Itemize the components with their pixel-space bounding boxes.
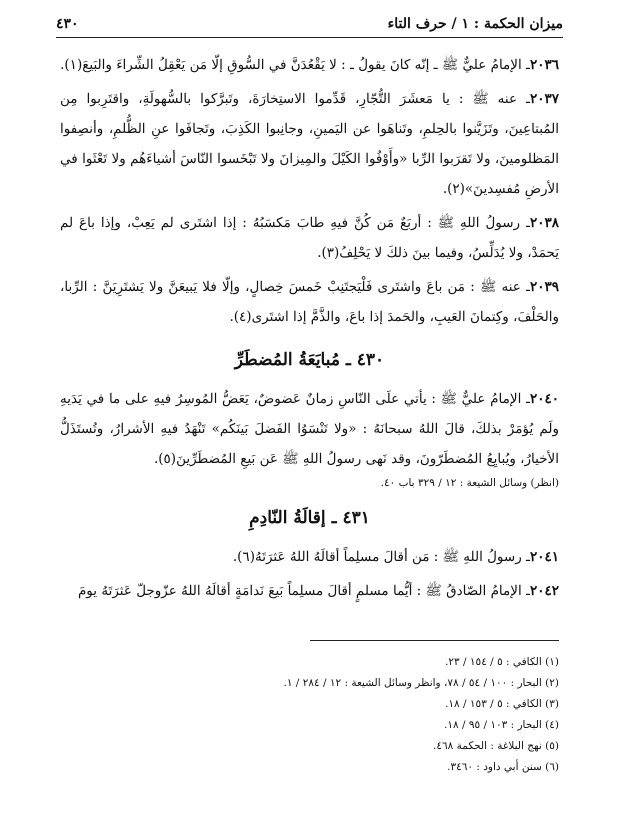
hadith-number: ٢٠٣٨: [529, 215, 559, 231]
footnote: (٣) الكافي : ٥ / ١٥٣ / ١٨.: [445, 698, 559, 710]
hadith-paragraph: [60, 50, 559, 80]
footnote: (٤) البحار : ١٠٣ / ٩٥ / ١٨.: [444, 719, 559, 731]
section-heading: ٤٣١ ـ إقالَةُ النّادِمِ: [249, 508, 370, 528]
hadith-text: ـ الإمامُ عليٌّ ﷺ : يأتي علَى النّاسِ زمانٌ عَضوضٌ، يَعَضُّ المُوسِرُ فيهِ على ما في يَدَيهِ ولَم يُؤمَرْ بذلكَ، قالَ اللهُ سبحانَهُ : «ولا تَنْسَوُا الفَضلَ بَينَكُم» تَنْهَدُ فيهِ الأشرارُ، وتُستَذَلُّ الأخيارُ، ويُبايِعُ المُضطَرّونَ، وقد نَهى رسولُ اللهِ ﷺ عَن بَيعِ المُضطَرِّينَ(٥).: [60, 391, 559, 467]
section-heading: ٤٣٠ ـ مُبايَعَةُ المُضطَرِّ: [234, 350, 385, 370]
hadith-text: ـ عنه ﷺ : مَن باعَ واشتَرى فَلْيَجتَنِبْ خَمسَ خِصالٍ، وإلّا فلا يَبيعَنَّ ولا يَشتَرِيَنَّ : الرِّبا، والحَلْفَ، وكِتمانَ العَيبِ، والحَمدَ إذا باعَ، والذَّمَّ إذا اشتَرى(٤).: [60, 279, 559, 325]
hadith-paragraph: [60, 272, 559, 332]
footnote: (١) الكافي : ٥ / ١٥٤ / ٢٣.: [445, 656, 559, 668]
hadith-number: ٢٠٤١: [529, 549, 559, 565]
footnote: (٥) نهج البلاغة : الحكمة ٤٦٨.: [433, 740, 559, 752]
hadith-number: ٢٠٣٦: [529, 57, 559, 73]
hadith-number: ٢٠٤٢: [529, 583, 559, 599]
running-header: [56, 12, 563, 36]
hadith-text: ـ الإمامُ عليٌّ ﷺ ـ إنّه كانَ يقولُ ـ : لا يَقْعُدَنَّ في السُّوقِ إلّا مَن يَعْقِلُ الشِّراءَ والبَيعَ(١).: [60, 57, 530, 73]
hadith-paragraph: [60, 542, 559, 572]
hadith-text: ـ رسولُ اللهِ ﷺ : أربَعٌ مَن كُنَّ فيهِ طابَ مَكسَبُهُ : إذا اشتَرى لم يَعِبْ، وإذا باعَ لم يَحمَدْ، ولا يُدَلِّسُ، وفيما بينَ ذلكَ لا يَحْلِفُ(٣).: [60, 215, 559, 261]
page-number: ٤٣٠: [56, 16, 79, 32]
hadith-paragraph: [60, 208, 559, 268]
hadith-number: ٢٠٣٩: [529, 279, 559, 295]
hadith-paragraph: [60, 384, 559, 474]
cross-reference-note: (انظر) وسائل الشيعة : ١٢ / ٣٢٩ باب ٤٠.: [380, 477, 559, 489]
hadith-paragraph: [60, 576, 559, 606]
footnotes: [60, 652, 559, 778]
header-rule: [56, 37, 563, 38]
footnote: (٦) سنن أبي داود : ٣٤٦٠.: [447, 761, 559, 773]
hadith-text: ـ الإمامُ الصّادقُ ﷺ : أيُّما مسلمٍ أقالَ مسلِماً بَيعَ نَدامَةٍ أقالَهُ اللهُ عزّوجلّ عَثرَتَهُ يومَ: [77, 583, 530, 599]
footnote: (٢) البحار : ١٠٠ / ٥٤ / ٧٨، وانظر وسائل الشيعة : ١٢ / ٢٨٤ / ١.: [283, 677, 559, 689]
hadith-text: ـ عنه ﷺ : يا مَعشَرَ التُّجّارِ، قَدِّموا الاستِخارَةَ، وتَبرَّكوا بالسُّهولَةِ، واقتَرِبوا مِن المُبتاعِينَ، وتَزَيَّنوا بالحِلمِ، وتَناهَوا عن اليَمينِ، وجانِبوا الكَذِبَ، وتَجافَوا عنِ الظُّلمِ، وأنصِفوا المَظلومينَ، ولا تَقرَبوا الرِّبا «وأَوْفُوا الكَيْلَ والمِيزانَ ولا تَبْخَسوا النّاسَ أشياءَهُم ولا تَعْثَوا في الأرضِ مُفسِدينَ»(٢).: [60, 91, 559, 197]
hadith-number: ٢٠٣٧: [529, 91, 559, 107]
hadith-text: ـ رسولُ اللهِ ﷺ : مَن أقالَ مسلِماً أقالَهُ اللهُ عَثرَتَهُ(٦).: [232, 549, 530, 565]
hadith-number: ٢٠٤٠: [529, 391, 559, 407]
header-title: ميزان الحكمة : ١ / حرف التاء: [387, 16, 563, 32]
hadith-paragraph: [60, 84, 559, 204]
footnote-rule: [310, 640, 559, 641]
